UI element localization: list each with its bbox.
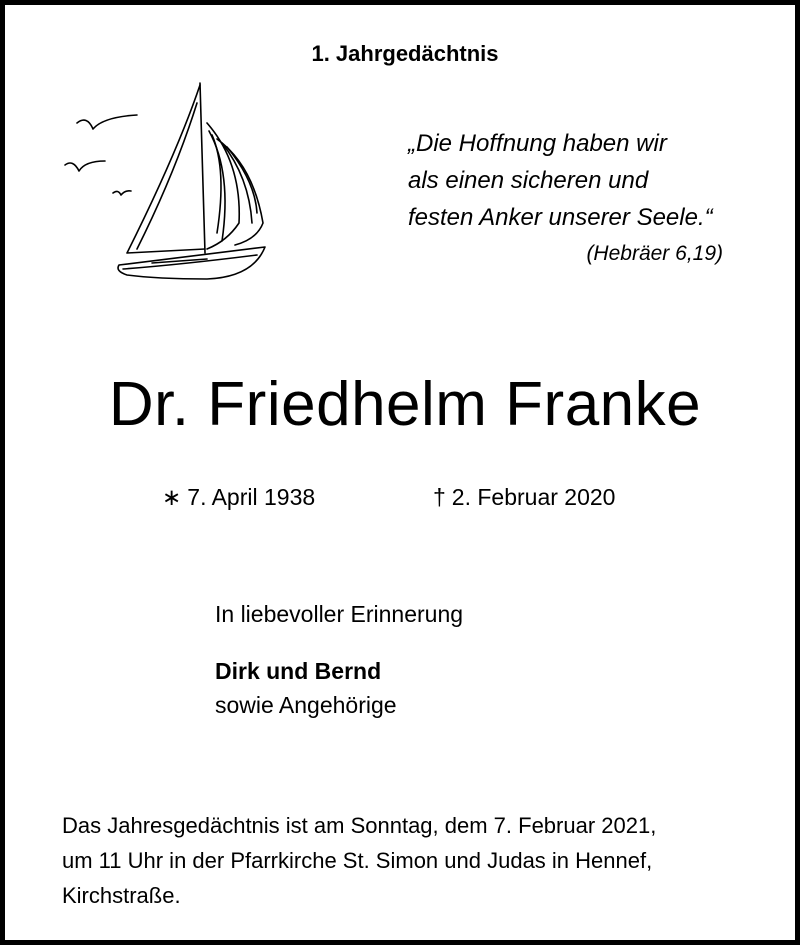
death-cross-icon: † [433,484,446,510]
death-date [433,484,615,511]
death-date-text: 2. Februar 2020 [451,484,616,510]
sailboat-icon [57,73,287,288]
mourners-primary: Dirk und Bernd [215,658,382,684]
remembrance-line: In liebevoller Erinnerung [215,601,464,627]
quote-source: (Hebräer 6,19) [586,242,723,265]
quote-line: festen Anker unserer Seele.“ [408,204,713,231]
birth-date [162,484,315,511]
anniversary-heading: 1. Jahrgedächtnis [311,41,499,66]
notice-line: um 11 Uhr in der Pfarrkirche St. Simon und Judas in Hennef, [62,848,653,873]
notice-line: Das Jahresgedächtnis ist am Sonntag, dem 7. Februar 2021, [62,813,657,838]
deceased-name: Dr. Friedhelm Franke [108,370,702,439]
notice-line: Kirchstraße. [62,883,181,908]
birth-date-text: 7. April 1938 [187,484,316,510]
birth-star-icon: ∗ [162,484,182,510]
mourners-others: sowie Angehörige [215,692,397,718]
quote-line: als einen sicheren und [408,167,649,194]
mourners [215,654,397,722]
bible-quote [408,125,713,236]
quote-line: „Die Hoffnung haben wir [408,130,667,157]
service-notice [62,808,762,913]
